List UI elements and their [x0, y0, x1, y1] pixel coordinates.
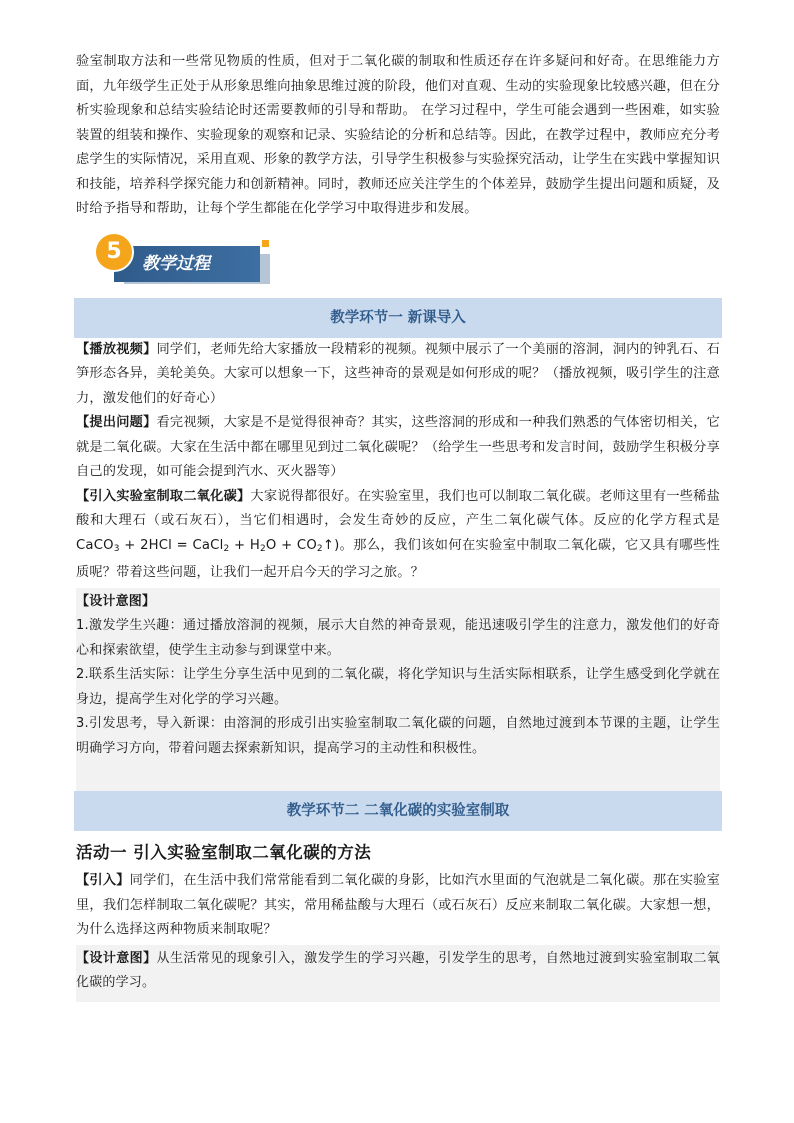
- step1-title-band: 教学环节一 新课导入: [74, 298, 722, 338]
- video-paragraph: [76, 338, 720, 412]
- step2-intro-paragraph: [76, 869, 720, 943]
- design-intent-item: 2.联系生活实际：让学生分享生活中见到的二氧化碳，将化学知识与生活实际相联系，让学生感受到化学就在身边，提高学生对化学的学习兴趣。: [76, 667, 720, 707]
- document-page: [76, 50, 720, 1002]
- design-intent-title: 【设计意图】: [76, 593, 156, 609]
- step2-design-text: 从生活常见的现象引入，激发学生的学习兴趣，引发学生的思考，自然地过渡到实验室制取二氧化碳的学习。: [76, 950, 720, 990]
- intro-paragraph: 验室制取方法和一些常见物质的性质，但对于二氧化碳的制取和性质还存在许多疑问和好奇。在思维能力方面，九年级学生正处于从形象思维向抽象思维过渡的阶段，他们对直观、生动的实验现象比较感兴趣，但在分析实验现象和总结实验结论时还需要教师的引导和帮助。 在学习过程中，学生可能会遇到一些困难，如实验装置的组装和操作、实验现象的观察和记录、实验结论的分析和总结等。因此，在教学过程中，教师应充分考虑学生的实际情况，采用直观、形象的教学方法，引导学生积极参与实验探究活动，让学生在实践中掌握知识和技能，培养科学探究能力和创新精神。同时，教师还应关注学生的个体差异，鼓励学生提出问题和质疑，及时给予指导和帮助，让每个学生都能在化学学习中取得进步和发展。: [76, 54, 720, 216]
- step2-intro-tag: 【引入】: [76, 873, 130, 888]
- section-number-badge: 5: [94, 232, 134, 272]
- decorative-square-icon: [262, 240, 269, 247]
- lab-paragraph: [76, 485, 720, 586]
- section-header: [94, 230, 720, 290]
- design-intent-item: 1.激发学生兴趣：通过播放溶洞的视频，展示大自然的神奇景观，能迅速吸引学生的注意力，激发他们的好奇心和探索欲望，使学生主动参与到课堂中来。: [76, 618, 720, 658]
- design-intent-box: [76, 588, 720, 792]
- step2-title-band: 教学环节二 二氧化碳的实验室制取: [74, 791, 722, 831]
- video-tag: 【播放视频】: [76, 341, 157, 357]
- question-tag: 【提出问题】: [76, 415, 157, 430]
- design-intent-item: 3.引发思考，导入新课：由溶洞的形成引出实验室制取二氧化碳的问题，自然地过渡到本节课的主题，让学生明确学习方向，带着问题去探索新知识，提高学习的主动性和积极性。: [76, 716, 720, 756]
- video-text: 同学们，老师先给大家播放一段精彩的视频。视频中展示了一个美丽的溶洞，洞内的钟乳石、石笋形态各异，美轮美奂。大家可以想象一下，这些神奇的景观是如何形成的呢？（播放视频，吸引学生的注意力，激发他们的好奇心）: [76, 341, 720, 406]
- step2-intro-text: 同学们，在生活中我们常常能看到二氧化碳的身影，比如汽水里面的气泡就是二氧化碳。那在实验室里，我们怎样制取二氧化碳呢？其实，常用稀盐酸与大理石（或石灰石）反应来制取二氧化碳。大家想一想，为什么选择这两种物质来制取呢？: [76, 873, 720, 937]
- section-title: 教学过程: [114, 246, 260, 282]
- question-text: 看完视频，大家是不是觉得很神奇？其实，这些溶洞的形成和一种我们熟悉的气体密切相关，它就是二氧化碳。大家在生活中都在哪里见到过二氧化碳呢？（给学生一些思考和发言时间，鼓励学生积极分享自己的发现，如可能会提到汽水、灭火器等）: [76, 415, 720, 479]
- question-paragraph: [76, 411, 720, 485]
- lab-text-after: 。那么，我们该如何在实验室中制取二氧化碳，它又具有哪些性质呢？带着这些问题，让我们一起开启今天的学习之旅。？: [76, 537, 720, 580]
- activity-title: 活动一 引入实验室制取二氧化碳的方法: [76, 843, 372, 862]
- step2-design-box: [76, 945, 720, 1002]
- lab-text-before: 大家说得都很好。在实验室里，我们也可以制取二氧化碳。老师这里有一些稀盐酸和大理石（或石灰石），当它们相遇时，会发生奇妙的反应，产生二氧化碳气体。反应的化学方程式是: [76, 488, 720, 528]
- chemical-equation: CaCO$_3$ + 2HCl = CaCl$_2$ + $H_2O$ + $CO_2↑$): [76, 537, 340, 554]
- step2-design-paragraph: [76, 947, 720, 996]
- lab-tag: 【引入实验室制取二氧化碳】: [76, 488, 251, 504]
- step2-design-tag: 【设计意图】: [76, 950, 157, 966]
